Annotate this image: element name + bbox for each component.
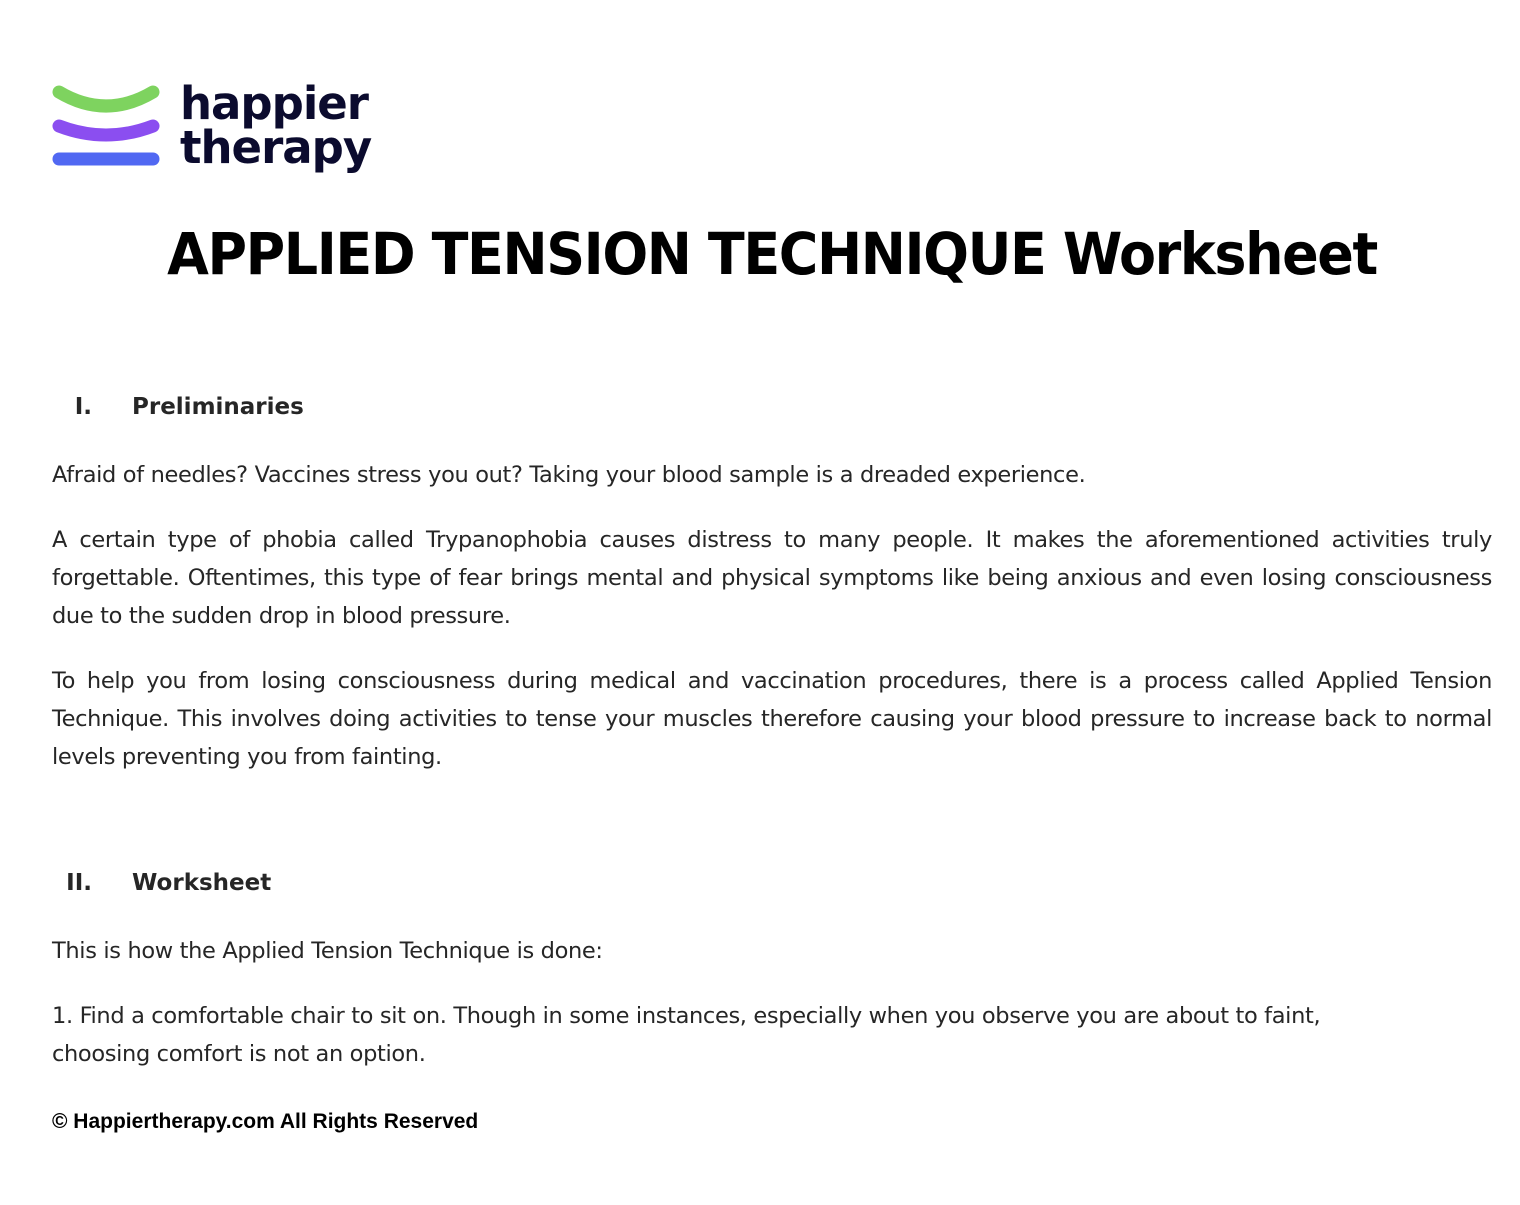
- section-title: Worksheet: [132, 870, 272, 896]
- step-1: 1. Find a comfortable chair to sit on. Though in some instances, especially when you observe you are about to faint, choosing comfort is not an option.: [52, 1003, 1321, 1067]
- brand-wordmark: [180, 77, 372, 174]
- paragraph-how-to: This is how the Applied Tension Technique is done:: [52, 938, 603, 964]
- document-title: APPLIED TENSION TECHNIQUE Worksheet: [167, 220, 1377, 288]
- section-heading-worksheet: [52, 870, 271, 896]
- brand-name-line2: therapy: [180, 121, 372, 174]
- section-title: Preliminaries: [132, 394, 304, 420]
- paragraph-intro: Afraid of needles? Vaccines stress you out? Taking your blood sample is a dreaded experience.: [52, 462, 1086, 488]
- section-heading-preliminaries: [52, 394, 304, 420]
- copyright-footer: © Happiertherapy.com All Rights Reserved: [52, 1110, 479, 1133]
- section-number: II.: [66, 870, 92, 896]
- paragraph-trypanophobia: A certain type of phobia called Trypanophobia causes distress to many people. It makes the aforementioned activities truly forgettable. Oftentimes, this type of fear brings mental and physical symptoms like being anxious and even losing consciousness due to the sudden drop in blood pressure.: [52, 527, 1492, 629]
- brand-name-line1: happier: [180, 77, 368, 130]
- three-stacked-bars-logo-icon: [52, 80, 160, 172]
- brand-logo: [52, 77, 372, 174]
- paragraph-applied-tension: To help you from losing consciousness during medical and vaccination procedures, there is a process called Applied Tension Technique. This involves doing activities to tense your muscles therefore causing your blood pressure to increase back to normal levels preventing you from fainting.: [52, 668, 1492, 770]
- section-number: I.: [74, 394, 92, 420]
